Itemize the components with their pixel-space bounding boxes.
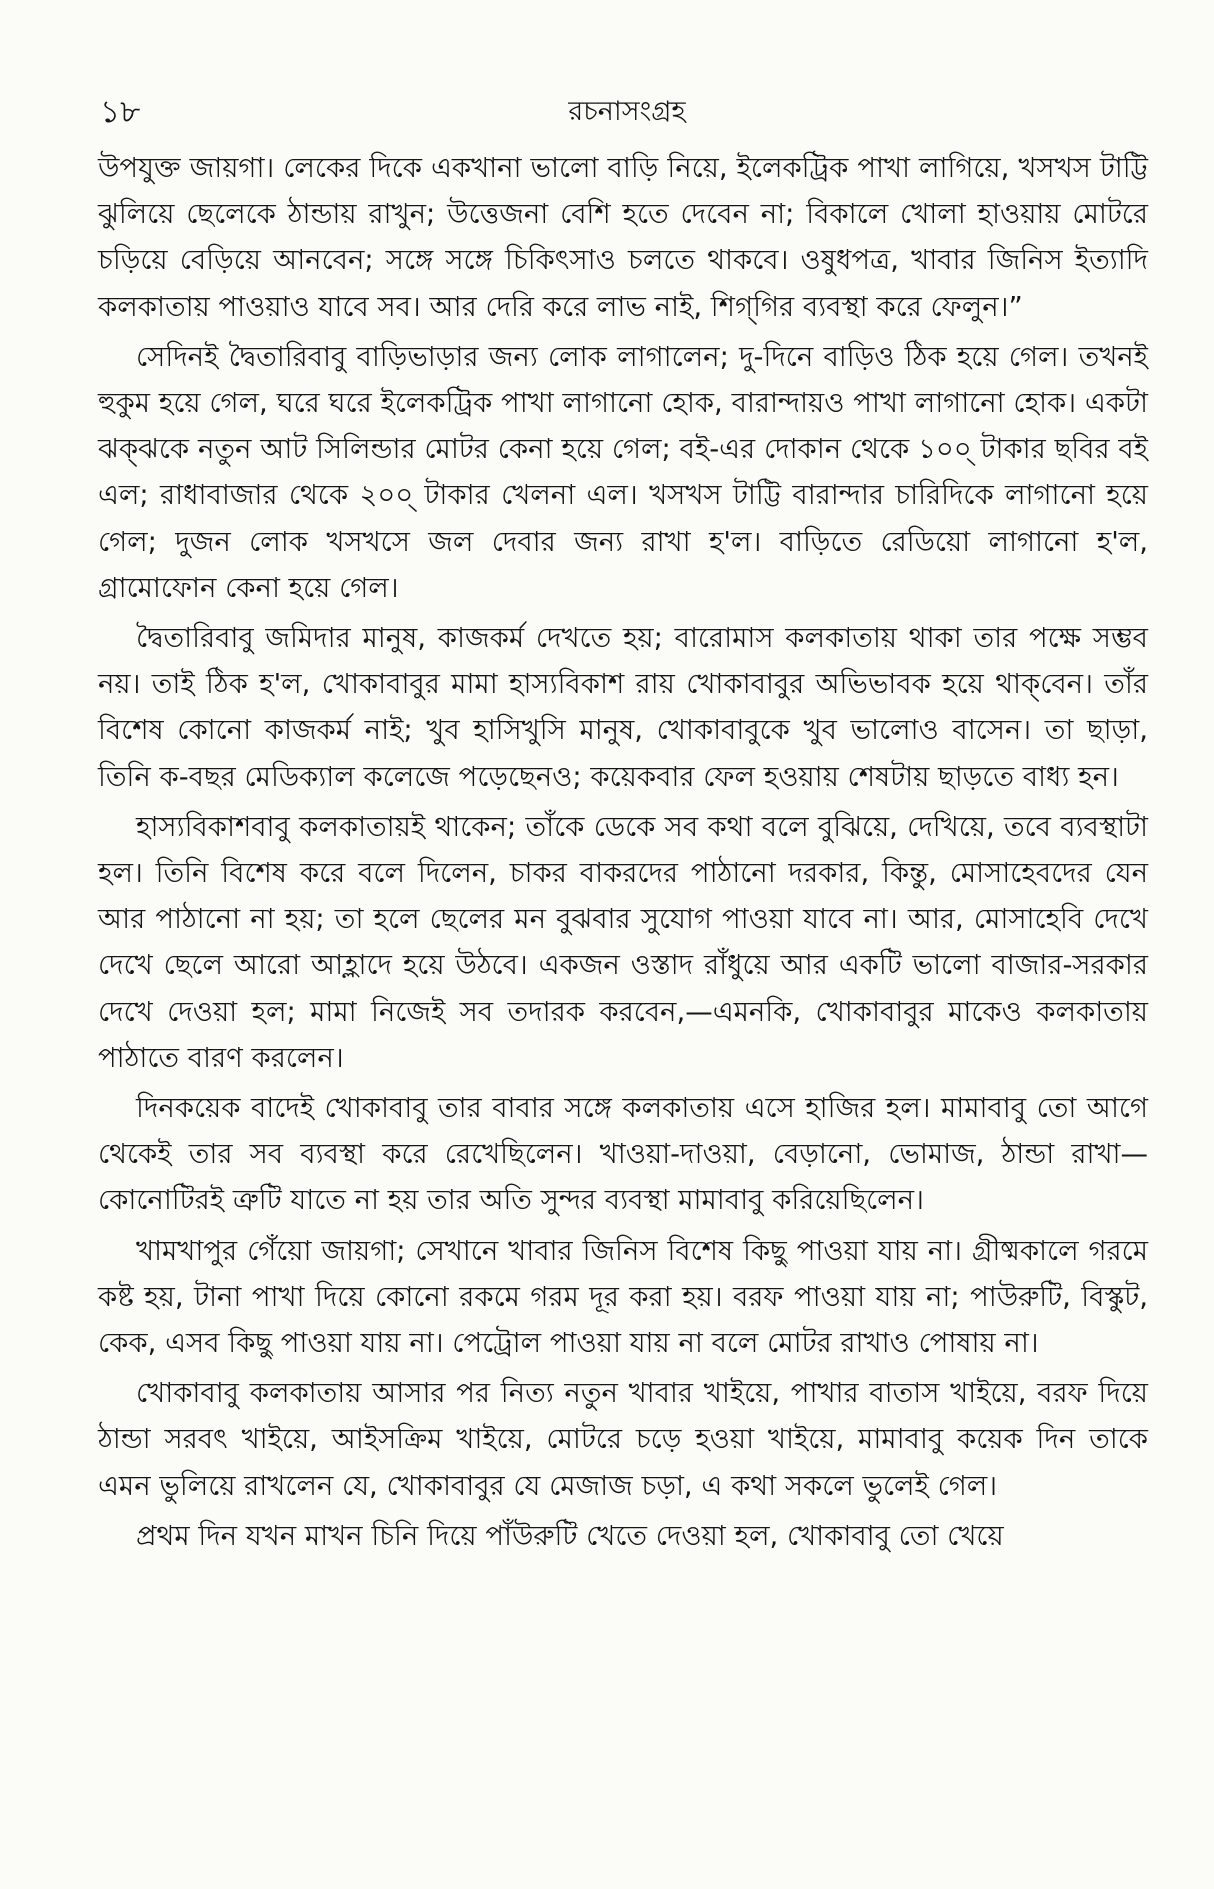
running-title: রচনাসংগ্রহ <box>568 96 686 127</box>
paragraph-6: খামখাপুর গেঁয়ো জায়গা; সেখানে খাবার জিনিস বিশেষ কিছু পাওয়া যায় না। গ্রীষ্মকালে গরমে কষ্ট হয়, টানা পাখা দিয়ে কোনো রকমে গরম দূর করা হয়। বরফ পাওয়া যায় না; পাউরুটি, বিস্কুট, কেক, এসব কিছু পাওয়া যায় না। পেট্রোল পাওয়া যায় না বলে মোটর রাখাও পোষায় না। <box>98 1234 1148 1360</box>
running-header <box>100 92 1154 132</box>
page-number: ১৮ <box>100 94 141 130</box>
paragraph-2: সেদিনই দ্বৈতারিবাবু বাড়িভাড়ার জন্য লোক লাগালেন; দু-দিনে বাড়িও ঠিক হয়ে গেল। তখনই হুকুম হয়ে গেল, ঘরে ঘরে ইলেকট্রিক পাখা লাগানো হোক, বারান্দায়ও পাখা লাগানো হোক। একটা ঝক্‌ঝকে নতুন আট সিলিন্ডার মোটর কেনা হয়ে গেল; বই-এর দোকান থেকে ১০০্‌ টাকার ছবির বই এল; রাধাবাজার থেকে ২০০্‌ টাকার খেলনা এল। খসখস টাট্টি বারান্দার চারিদিকে লাগানো হয়ে গেল; দুজন লোক খসখসে জল দেবার জন্য রাখা হ'ল। বাড়িতে রেডিয়ো লাগানো হ'ল, গ্রামোফোন কেনা হয়ে গেল। <box>98 340 1148 604</box>
paragraph-3: দ্বৈতারিবাবু জমিদার মানুষ, কাজকর্ম দেখতে হয়; বারোমাস কলকাতায় থাকা তার পক্ষে সম্ভব নয়। তাই ঠিক হ'ল, খোকাবাবুর মামা হাস্যবিকাশ রায় খোকাবাবুর অভিভাবক হয়ে থাক্‌বেন। তাঁর বিশেষ কোনো কাজকর্ম নাই; খুব হাসিখুসি মানুষ, খোকাবাবুকে খুব ভালোও বাসেন। তা ছাড়া, তিনি ক-বছর মেডিক্যাল কলেজে পড়েছেনও; কয়েকবার ফেল হওয়ায় শেষটায় ছাড়তে বাধ্য হন। <box>98 622 1148 793</box>
paragraph-7: খোকাবাবু কলকাতায় আসার পর নিত্য নতুন খাবার খাইয়ে, পাখার বাতাস খাইয়ে, বরফ দিয়ে ঠান্ডা সরবৎ খাইয়ে, আইসক্রিম খাইয়ে, মোটরে চড়ে হওয়া খাইয়ে, মামাবাবু কয়েক দিন তাকে এমন ভুলিয়ে রাখলেন যে, খোকাবাবুর যে মেজাজ চড়া, এ কথা সকলে ভুলেই গেল। <box>98 1377 1148 1502</box>
paragraph-4: হাস্যবিকাশবাবু কলকাতায়ই থাকেন; তাঁকে ডেকে সব কথা বলে বুঝিয়ে, দেখিয়ে, তবে ব্যবস্থাটা হল। তিনি বিশেষ করে বলে দিলেন, চাকর বাকরদের পাঠানো দরকার, কিন্তু, মোসাহেবদের যেন আর পাঠানো না হয়; তা হলে ছেলের মন বুঝবার সুযোগ পাওয়া যাবে না। আর, মোসাহেবি দেখে দেখে ছেলে আরো আহ্লাদে হয়ে উঠবে। একজন ওস্তাদ রাঁধুয়ে আর একটি ভালো বাজার-সরকার দেখে দেওয়া হল; মামা নিজেই সব তদারক করবেন,—এমনকি, খোকাবাবুর মাকেও কলকাতায় পাঠাতে বারণ করলেন। <box>98 810 1148 1074</box>
paragraph-1: উপযুক্ত জায়গা। লেকের দিকে একখানা ভালো বাড়ি নিয়ে, ইলেকট্রিক পাখা লাগিয়ে, খসখস টাট্টি ঝুলিয়ে ছেলেকে ঠান্ডায় রাখুন; উত্তেজনা বেশি হতে দেবেন না; বিকালে খোলা হাওয়ায় মোটরে চড়িয়ে বেড়িয়ে আনবেন; সঙ্গে সঙ্গে চিকিৎসাও চলতে থাকবে। ওষুধপত্র, খাবার জিনিস ইত্যাদি কলকাতায় পাওয়াও যাবে সব। আর দেরি করে লাভ নাই, শিগ্‌গির ব্যবস্থা করে ফেলুন।” <box>98 152 1148 323</box>
body-text <box>98 145 1148 1563</box>
paragraph-5: দিনকয়েক বাদেই খোকাবাবু তার বাবার সঙ্গে কলকাতায় এসে হাজির হল। মামাবাবু তো আগে থেকেই তার সব ব্যবস্থা করে রেখেছিলেন। খাওয়া-দাওয়া, বেড়ানো, ভোমাজ, ঠান্ডা রাখা—কোনোটিরই ত্রুটি যাতে না হয় তার অতি সুন্দর ব্যবস্থা মামাবাবু করিয়েছিলেন। <box>98 1092 1148 1217</box>
paragraph-8: প্রথম দিন যখন মাখন চিনি দিয়ে পাঁউরুটি খেতে দেওয়া হল, খোকাবাবু তো খেয়ে <box>136 1519 1004 1552</box>
